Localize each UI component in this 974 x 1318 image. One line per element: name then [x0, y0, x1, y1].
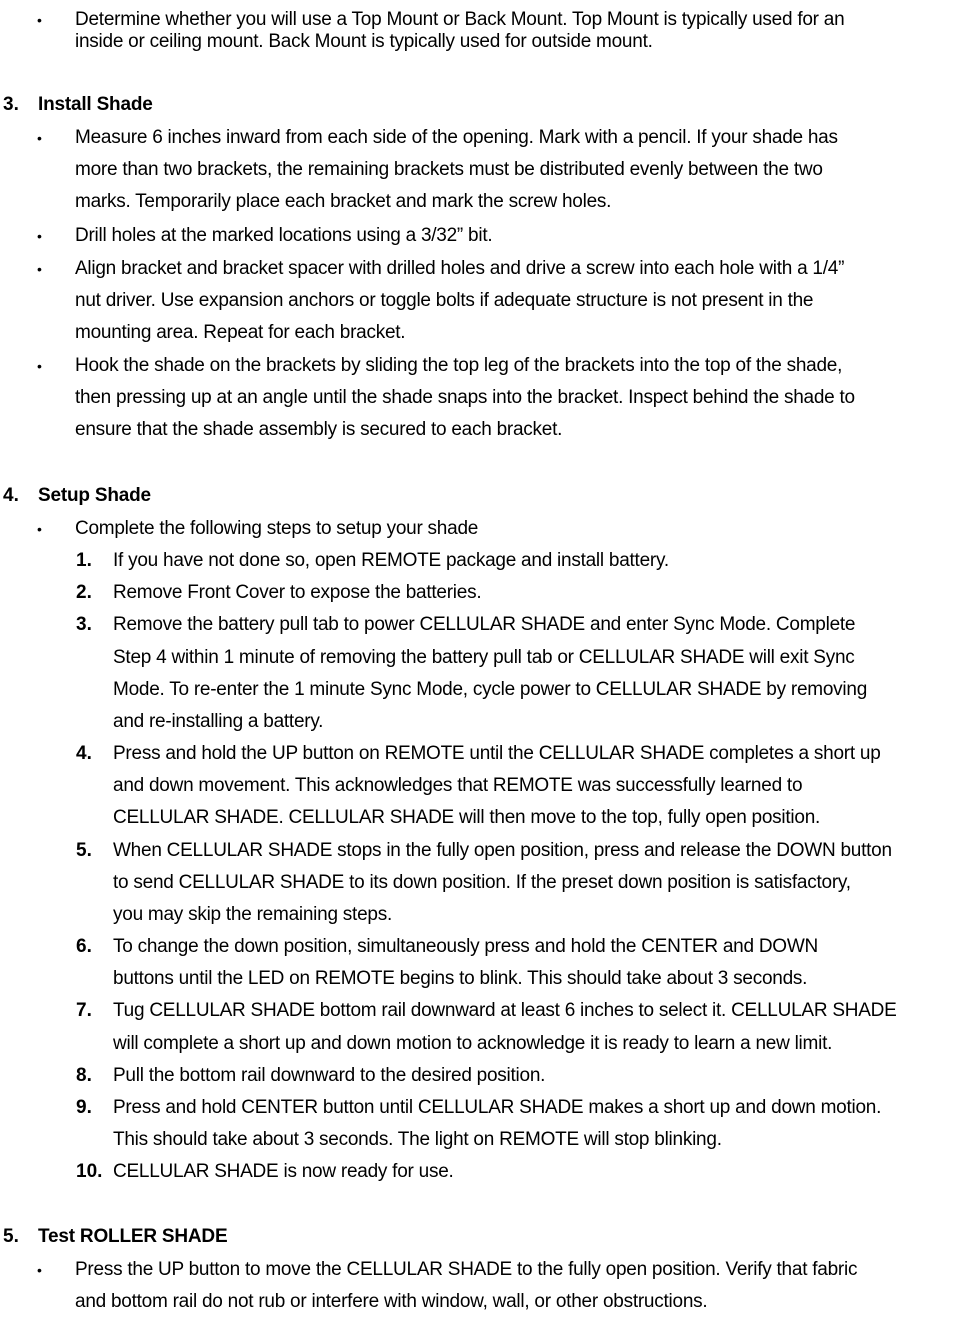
bullet-line: Complete the following steps to setup your shade [75, 518, 479, 539]
bullet-icon: • [37, 12, 42, 28]
step-line: CELLULAR SHADE. CELLULAR SHADE will then move to the top, fully open position. [113, 807, 821, 828]
step-number: 2. [76, 582, 92, 603]
bullet-line: marks. Temporarily place each bracket and mark the screw holes. [75, 191, 612, 212]
step-line: and down movement. This acknowledges that REMOTE was successfully learned to [113, 775, 803, 796]
section-title: Install Shade [38, 94, 153, 115]
step-line: and re-installing a battery. [113, 711, 324, 732]
step-line: will complete a short up and down motion to acknowledge it is ready to learn a new limit. [113, 1033, 833, 1054]
bullet-line: Drill holes at the marked locations using a 3/32” bit. [75, 225, 493, 246]
bullet-line: mounting area. Repeat for each bracket. [75, 322, 406, 343]
step-line: CELLULAR SHADE is now ready for use. [113, 1161, 454, 1182]
intro-line: inside or ceiling mount. Back Mount is typically used for outside mount. [75, 31, 653, 52]
step-line: When CELLULAR SHADE stops in the fully open position, press and release the DOWN button [113, 840, 892, 861]
step-line: Mode. To re-enter the 1 minute Sync Mode, cycle power to CELLULAR SHADE by removing [113, 679, 868, 700]
step-number: 7. [76, 1000, 92, 1021]
step-line: To change the down position, simultaneously press and hold the CENTER and DOWN [113, 936, 818, 957]
bullet-icon: • [37, 130, 42, 146]
step-number: 1. [76, 550, 92, 571]
bullet-line: Press the UP button to move the CELLULAR SHADE to the fully open position. Verify that fabric [75, 1259, 858, 1280]
step-line: If you have not done so, open REMOTE package and install battery. [113, 550, 669, 571]
step-number: 9. [76, 1097, 92, 1118]
bullet-icon: • [37, 261, 42, 277]
step-line: This should take about 3 seconds. The light on REMOTE will stop blinking. [113, 1129, 722, 1150]
step-line: Press and hold CENTER button until CELLULAR SHADE makes a short up and down motion. [113, 1097, 882, 1118]
step-line: Tug CELLULAR SHADE bottom rail downward at least 6 inches to select it. CELLULAR SHADE [113, 1000, 897, 1021]
section-number: 5. [3, 1226, 19, 1247]
bullet-icon: • [37, 521, 42, 537]
section-number: 4. [3, 485, 19, 506]
step-line: Remove the battery pull tab to power CELLULAR SHADE and enter Sync Mode. Complete [113, 614, 856, 635]
step-number: 8. [76, 1065, 92, 1086]
step-line: buttons until the LED on REMOTE begins to blink. This should take about 3 seconds. [113, 968, 808, 989]
bullet-icon: • [37, 358, 42, 374]
step-line: to send CELLULAR SHADE to its down position. If the preset down position is satisfactory, [113, 872, 851, 893]
step-line: Press and hold the UP button on REMOTE until the CELLULAR SHADE completes a short up [113, 743, 881, 764]
intro-line: Determine whether you will use a Top Mount or Back Mount. Top Mount is typically used for an [75, 9, 845, 30]
step-line: Remove Front Cover to expose the batteries. [113, 582, 482, 603]
step-number: 6. [76, 936, 92, 957]
bullet-line: Measure 6 inches inward from each side of the opening. Mark with a pencil. If your shade has [75, 127, 838, 148]
step-number: 3. [76, 614, 92, 635]
step-line: Step 4 within 1 minute of removing the battery pull tab or CELLULAR SHADE will exit Sync [113, 647, 855, 668]
bullet-icon: • [37, 1262, 42, 1278]
bullet-icon: • [37, 228, 42, 244]
bullet-line: nut driver. Use expansion anchors or toggle bolts if adequate structure is not present in the [75, 290, 814, 311]
section-title: Test ROLLER SHADE [38, 1226, 228, 1247]
section-title: Setup Shade [38, 485, 151, 506]
step-line: you may skip the remaining steps. [113, 904, 392, 925]
bullet-line: then pressing up at an angle until the shade snaps into the bracket. Inspect behind the shade to [75, 387, 855, 408]
step-number: 5. [76, 840, 92, 861]
bullet-line: Align bracket and bracket spacer with drilled holes and drive a screw into each hole with a 1/4” [75, 258, 845, 279]
bullet-line: ensure that the shade assembly is secured to each bracket. [75, 419, 563, 440]
bullet-line: and bottom rail do not rub or interfere with window, wall, or other obstructions. [75, 1291, 708, 1312]
step-number: 10. [76, 1161, 103, 1182]
bullet-line: Hook the shade on the brackets by sliding the top leg of the brackets into the top of the shade, [75, 355, 843, 376]
bullet-line: more than two brackets, the remaining brackets must be distributed evenly between the two [75, 159, 823, 180]
step-number: 4. [76, 743, 92, 764]
step-line: Pull the bottom rail downward to the desired position. [113, 1065, 546, 1086]
section-number: 3. [3, 94, 19, 115]
